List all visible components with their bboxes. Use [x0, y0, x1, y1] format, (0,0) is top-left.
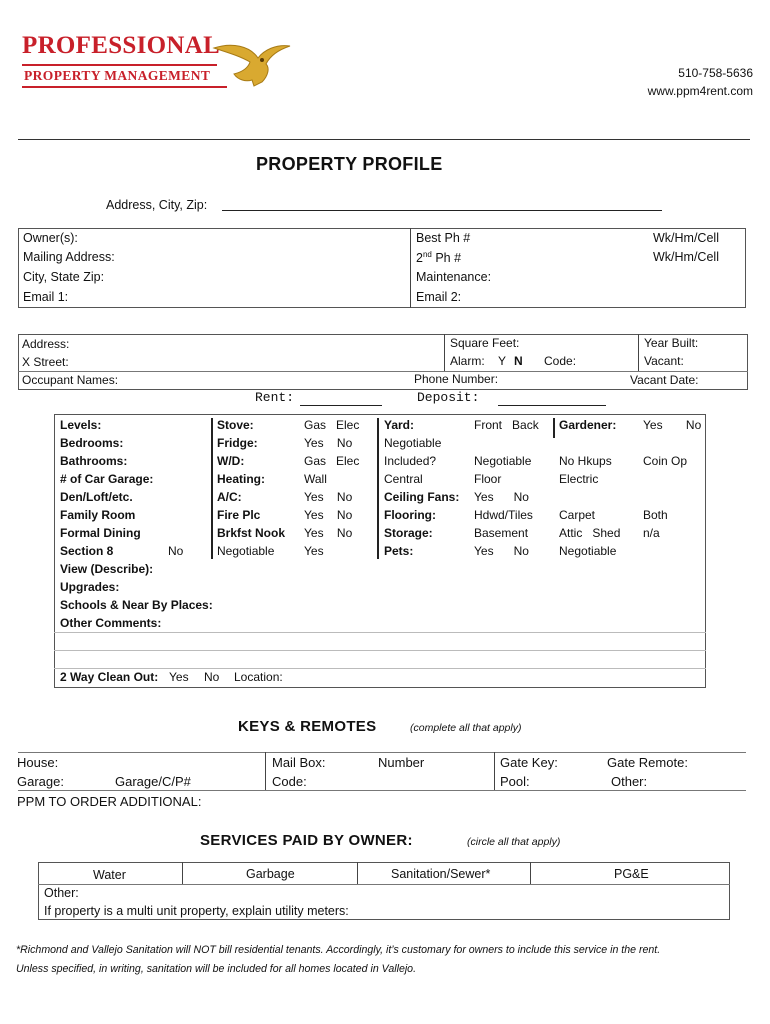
- appliance-option-2[interactable]: Yes No: [304, 436, 353, 450]
- header-phone: 510-758-5636: [678, 66, 753, 80]
- second-phone-sup: nd: [422, 250, 432, 259]
- appliance-option-5[interactable]: Yes No: [304, 490, 353, 504]
- keys-divider-1: [265, 752, 266, 790]
- comments-line-1: [54, 632, 706, 633]
- square-feet-label[interactable]: Square Feet:: [450, 336, 520, 350]
- service-garbage[interactable]: Garbage: [246, 867, 295, 881]
- maintenance-label[interactable]: Maintenance:: [416, 270, 492, 284]
- feature-label-3: Bathrooms:: [60, 454, 128, 468]
- year-built-label[interactable]: Year Built:: [644, 336, 699, 350]
- clean-out-yes[interactable]: Yes: [169, 670, 189, 684]
- comments-line-3: [54, 668, 706, 669]
- keys-note: (complete all that apply): [410, 722, 522, 734]
- header-divider: [18, 139, 750, 140]
- yard-option-8[interactable]: Yes No: [474, 544, 529, 558]
- pool-key-label[interactable]: Pool:: [500, 774, 530, 789]
- gardener-option-1[interactable]: Gardener:: [559, 418, 617, 432]
- comments-line-2: [54, 650, 706, 651]
- yard-option-1[interactable]: Front Back: [474, 418, 539, 432]
- feature-label-8: Section 8: [60, 544, 114, 558]
- address-city-zip-field[interactable]: [222, 210, 662, 211]
- gardener-option-7[interactable]: Attic Shed: [559, 526, 621, 540]
- yard-option-6[interactable]: Hdwd/Tiles: [474, 508, 533, 522]
- owner-info-box: [18, 228, 746, 308]
- yard-label-3: Included?: [384, 454, 437, 468]
- yard-option-4[interactable]: Floor: [474, 472, 502, 486]
- feature-label-6: Family Room: [60, 508, 136, 522]
- logo-underline: [22, 64, 217, 66]
- owner-box-divider: [410, 228, 411, 308]
- occupant-names-label[interactable]: Occupant Names:: [22, 373, 119, 387]
- second-phone-type[interactable]: Wk/Hm/Cell: [653, 250, 719, 264]
- appliance-label-5: A/C:: [217, 490, 242, 504]
- yard-option-5[interactable]: Yes No: [474, 490, 529, 504]
- feature-label-4: # of Car Garage:: [60, 472, 154, 486]
- vacant-date-label[interactable]: Vacant Date:: [630, 373, 699, 387]
- best-phone-label[interactable]: Best Ph #: [416, 231, 471, 245]
- property-box-divider-2: [638, 334, 639, 371]
- appliance-label-2: Fridge:: [217, 436, 258, 450]
- mail-box-number[interactable]: Number: [378, 755, 425, 770]
- logo-property-management: PROPERTY MANAGEMENT: [24, 68, 211, 83]
- services-divider-2: [357, 862, 358, 884]
- yard-label-1: Yard:: [384, 418, 415, 432]
- gardener-option-3[interactable]: No Hkups: [559, 454, 612, 468]
- clean-out-no[interactable]: No: [204, 670, 220, 684]
- alarm-yes[interactable]: Y: [498, 354, 507, 368]
- services-note: (circle all that apply): [467, 836, 561, 848]
- view-label[interactable]: View (Describe):: [60, 562, 154, 576]
- gardener-option-6[interactable]: Carpet: [559, 508, 596, 522]
- section8-no[interactable]: No: [168, 544, 184, 558]
- owners-label[interactable]: Owner(s):: [23, 231, 78, 245]
- city-state-zip-label[interactable]: City, State Zip:: [23, 270, 105, 284]
- gardener-choice-7[interactable]: n/a: [643, 526, 660, 540]
- property-box-divider-h: [18, 371, 748, 372]
- appliance-option-1[interactable]: Gas Elec: [304, 418, 360, 432]
- clean-out-location[interactable]: Location:: [234, 670, 283, 684]
- services-row-line: [38, 884, 730, 885]
- features-col-divider-3: [553, 418, 555, 438]
- eagle-logo-icon: [212, 38, 292, 88]
- email1-label[interactable]: Email 1:: [23, 290, 69, 304]
- footnote-line2: Unless specified, in writing, sanitation will be included for all homes located in Vallejo.: [16, 963, 417, 975]
- logo-underline-2: [22, 86, 227, 88]
- rent-label: Rent:: [255, 390, 295, 405]
- header-website[interactable]: www.ppm4rent.com: [647, 84, 753, 98]
- house-key-label[interactable]: House:: [17, 755, 59, 770]
- appliance-label-4: Heating:: [217, 472, 265, 486]
- deposit-field[interactable]: [498, 405, 606, 406]
- yard-label-5: Ceiling Fans:: [384, 490, 460, 504]
- keys-mid-line: [18, 790, 746, 791]
- services-divider-3: [530, 862, 531, 884]
- appliance-label-6: Fire Plc: [217, 508, 261, 522]
- yard-label-8: Pets:: [384, 544, 414, 558]
- mail-box-code[interactable]: Code:: [272, 774, 307, 789]
- appliance-option-3[interactable]: Gas Elec: [304, 454, 360, 468]
- feature-label-7: Formal Dining: [60, 526, 141, 540]
- gate-remote-label[interactable]: Gate Remote:: [607, 755, 688, 770]
- yard-label-2: Negotiable: [384, 436, 442, 450]
- feature-label-2: Bedrooms:: [60, 436, 124, 450]
- footnote-line1: *Richmond and Vallejo Sanitation will NOT bill residential tenants. Accordingly, it’s customary for owners to include this service in the rent.: [16, 944, 661, 956]
- alarm-label: Alarm:: [450, 354, 485, 368]
- yard-label-4: Central: [384, 472, 423, 486]
- alarm-code-label[interactable]: Code:: [544, 354, 577, 368]
- gardener-option-4[interactable]: Electric: [559, 472, 599, 486]
- mail-box-label[interactable]: Mail Box:: [272, 755, 326, 770]
- service-other[interactable]: Other:: [44, 886, 79, 900]
- garage-cp-label[interactable]: Garage/C/P#: [115, 774, 191, 789]
- appliance-label-3: W/D:: [217, 454, 245, 468]
- schools-label[interactable]: Schools & Near By Places:: [60, 598, 213, 612]
- yard-option-3[interactable]: Negotiable: [474, 454, 532, 468]
- feature-label-1: Levels:: [60, 418, 102, 432]
- service-sanitation[interactable]: Sanitation/Sewer*: [391, 867, 491, 881]
- appliance-label-1: Stove:: [217, 418, 254, 432]
- services-title: SERVICES PAID BY OWNER:: [200, 832, 413, 849]
- appliance-option-7[interactable]: Yes No: [304, 526, 353, 540]
- services-divider-1: [182, 862, 183, 884]
- yard-option-7[interactable]: Basement: [474, 526, 529, 540]
- ppm-order-label[interactable]: PPM TO ORDER ADDITIONAL:: [17, 794, 202, 809]
- upgrades-label[interactable]: Upgrades:: [60, 580, 120, 594]
- appliance-option-8[interactable]: Yes: [304, 544, 324, 558]
- gate-key-label[interactable]: Gate Key:: [500, 755, 558, 770]
- logo-professional: PROFESSIONAL: [22, 32, 221, 59]
- service-pge[interactable]: PG&E: [614, 867, 649, 881]
- gardener-choice-1[interactable]: Yes No: [643, 418, 702, 432]
- property-address-label[interactable]: Address:: [22, 337, 70, 351]
- email2-label[interactable]: Email 2:: [416, 290, 462, 304]
- appliance-option-6[interactable]: Yes No: [304, 508, 353, 522]
- other-key-label[interactable]: Other:: [611, 774, 648, 789]
- second-phone-rest: Ph #: [431, 251, 462, 266]
- keys-top-line: [18, 752, 746, 753]
- features-col-divider-1: [211, 418, 213, 559]
- appliance-label-8: Negotiable: [217, 544, 275, 558]
- best-phone-type[interactable]: Wk/Hm/Cell: [653, 231, 719, 245]
- second-phone-label[interactable]: [416, 250, 461, 265]
- gardener-option-8[interactable]: Negotiable: [559, 544, 617, 558]
- appliance-label-7: Brkfst Nook: [217, 526, 286, 540]
- clean-out-label: 2 Way Clean Out:: [60, 670, 159, 684]
- alarm-no[interactable]: N: [514, 354, 523, 368]
- gardener-choice-3[interactable]: Coin Op: [643, 454, 688, 468]
- keys-title: KEYS & REMOTES: [238, 718, 377, 735]
- rent-field[interactable]: [300, 405, 382, 406]
- keys-divider-2: [494, 752, 495, 790]
- appliance-option-4[interactable]: Wall: [304, 472, 327, 486]
- service-water[interactable]: Water: [93, 868, 126, 882]
- yard-label-6: Flooring:: [384, 508, 436, 522]
- gardener-choice-6[interactable]: Both: [643, 508, 668, 522]
- vacant-label[interactable]: Vacant:: [644, 354, 684, 368]
- garage-key-label[interactable]: Garage:: [17, 774, 64, 789]
- page-title: PROPERTY PROFILE: [256, 154, 443, 174]
- x-street-label[interactable]: X Street:: [22, 355, 69, 369]
- other-comments-label[interactable]: Other Comments:: [60, 616, 162, 630]
- yard-label-7: Storage:: [384, 526, 433, 540]
- second-phone-num: 2: [416, 251, 423, 266]
- address-city-zip-label: Address, City, Zip:: [106, 198, 208, 212]
- service-multi-unit[interactable]: If property is a multi unit property, explain utility meters:: [44, 904, 349, 918]
- features-col-divider-2: [377, 418, 379, 559]
- deposit-label: Deposit:: [417, 390, 480, 405]
- feature-label-5: Den/Loft/etc.: [60, 490, 133, 504]
- property-box-divider-1: [444, 334, 445, 371]
- mailing-address-label[interactable]: Mailing Address:: [23, 250, 115, 264]
- phone-number-label[interactable]: Phone Number:: [414, 372, 499, 386]
